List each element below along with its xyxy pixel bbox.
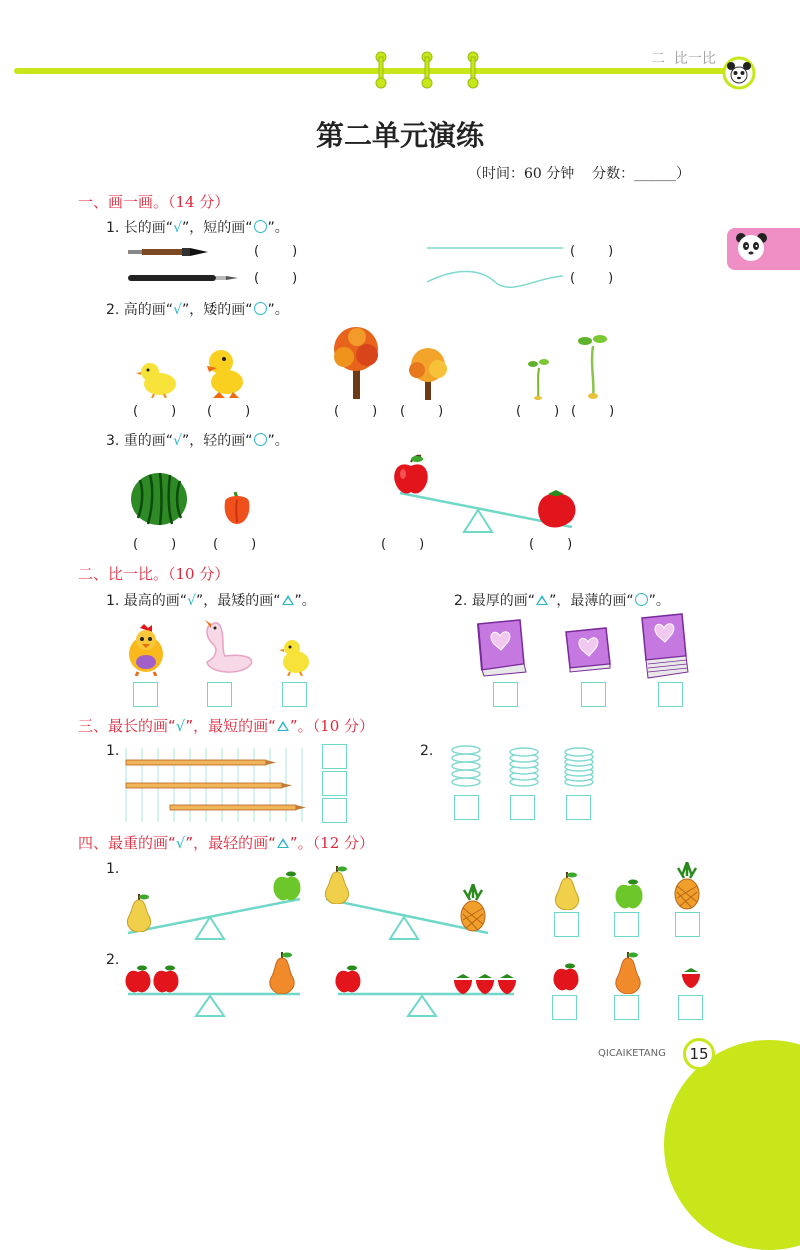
answer-paren[interactable]: ( )	[213, 537, 257, 552]
page-title: 第二单元演练	[315, 119, 484, 152]
pineapple-icon	[672, 862, 702, 910]
check-mark: √	[173, 302, 182, 318]
apple-icon	[152, 964, 180, 994]
circle-mark	[254, 302, 267, 315]
book-icon	[562, 624, 614, 674]
strawberry-icon	[680, 968, 702, 988]
s4-n2: 2.	[106, 952, 120, 968]
page-number: 15	[683, 1038, 715, 1070]
triangle-mark	[536, 595, 548, 605]
answer-box[interactable]	[552, 995, 577, 1020]
answer-paren[interactable]: ( )	[570, 244, 614, 259]
answer-paren[interactable]: ( )	[133, 537, 177, 552]
circle-mark	[254, 220, 267, 233]
answer-paren[interactable]: ( )	[133, 404, 177, 419]
section-1-title: 一、画一画。（14 分）	[78, 193, 230, 211]
pepper-icon	[223, 490, 251, 526]
sprout-icon	[578, 332, 608, 400]
triangle-mark	[277, 838, 289, 848]
triangle-mark	[277, 721, 289, 731]
check-mark: √	[187, 593, 196, 609]
seesaw-icon	[334, 990, 518, 1020]
answer-paren[interactable]: ( )	[529, 537, 573, 552]
answer-paren[interactable]: ( )	[400, 404, 444, 419]
answer-paren[interactable]: ( )	[254, 244, 298, 259]
answer-box[interactable]	[322, 798, 347, 823]
answer-box[interactable]	[322, 744, 347, 769]
time-score: （时间：60 分钟 分数：______）	[468, 166, 691, 182]
answer-box[interactable]	[207, 682, 232, 707]
answer-box[interactable]	[282, 682, 307, 707]
chick-icon	[136, 358, 182, 398]
answer-box[interactable]	[658, 682, 683, 707]
pencil-icon	[126, 783, 292, 788]
rooster-icon	[124, 624, 168, 676]
pear-icon	[322, 864, 352, 904]
s1-q1: 1. 长的画“√”，短的画“ ”。	[106, 220, 289, 236]
s4-n1: 1.	[106, 861, 120, 877]
pear-icon	[266, 950, 298, 994]
pear-icon	[612, 950, 644, 994]
s3-n1: 1.	[106, 743, 120, 759]
answer-paren[interactable]: ( )	[334, 404, 378, 419]
pencil-icon	[126, 760, 276, 765]
circle-mark	[635, 593, 648, 606]
section-3-title: 三、最长的画“√”，最短的画“ ”。（10 分）	[78, 717, 375, 735]
answer-box[interactable]	[675, 912, 700, 937]
pear-icon	[552, 870, 582, 910]
lines-figure	[425, 240, 565, 290]
brush-icon	[128, 245, 208, 259]
seesaw-icon	[124, 990, 304, 1020]
answer-paren[interactable]: ( )	[570, 271, 614, 286]
answer-paren[interactable]: ( )	[571, 404, 615, 419]
answer-box[interactable]	[678, 995, 703, 1020]
s1-q3: 3. 重的画“√”，轻的画“ ”。	[106, 433, 289, 449]
watermelon-icon	[130, 472, 188, 526]
answer-box[interactable]	[554, 912, 579, 937]
s2-q1: 1. 最高的画“√”，最矮的画“ ”。	[106, 593, 316, 609]
s3-n2: 2.	[420, 743, 434, 759]
chick-icon	[278, 636, 314, 676]
check-mark: √	[173, 220, 182, 236]
check-mark: √	[173, 433, 182, 449]
pen-icon	[128, 272, 238, 284]
panda-icon	[722, 56, 756, 90]
answer-box[interactable]	[581, 682, 606, 707]
panda-icon	[733, 230, 771, 266]
stack-icon	[506, 742, 542, 788]
duckling-icon	[203, 346, 247, 400]
footer-decoration	[664, 1040, 800, 1250]
apple-icon	[334, 964, 362, 994]
section-2-title: 二、比一比。（10 分）	[78, 565, 230, 583]
footer-brand: QICAIKETANG	[598, 1048, 666, 1059]
section-4-title: 四、最重的画“√”，最轻的画“ ”。（12 分）	[78, 834, 375, 852]
s2-q2: 2. 最厚的画“ ”，最薄的画“ ”。	[454, 593, 670, 609]
answer-box[interactable]	[614, 912, 639, 937]
answer-box[interactable]	[454, 795, 479, 820]
tomato-icon	[534, 486, 578, 528]
s1-q2: 2. 高的画“√”，矮的画“ ”。	[106, 302, 289, 318]
answer-box[interactable]	[510, 795, 535, 820]
apple-icon	[124, 964, 152, 994]
apple-icon	[392, 454, 430, 496]
pencil-icon	[170, 805, 306, 810]
apple-icon	[614, 878, 644, 910]
circle-mark	[254, 433, 267, 446]
book-icon	[472, 616, 530, 678]
apple-icon	[552, 962, 580, 992]
pencil-grid	[122, 748, 318, 824]
answer-box[interactable]	[133, 682, 158, 707]
binder-rings	[370, 50, 490, 90]
strawberry-icon	[474, 974, 496, 994]
answer-box[interactable]	[614, 995, 639, 1020]
book-icon	[638, 612, 692, 680]
strawberry-icon	[452, 974, 474, 994]
stack-icon	[561, 742, 597, 788]
pineapple-icon	[458, 884, 488, 932]
answer-box[interactable]	[322, 771, 347, 796]
check-mark: √	[175, 834, 186, 852]
check-mark: √	[175, 717, 186, 735]
tree-icon	[327, 325, 385, 399]
answer-paren[interactable]: ( )	[207, 404, 251, 419]
answer-paren[interactable]: ( )	[516, 404, 560, 419]
goose-icon	[199, 614, 255, 678]
tree-icon	[403, 345, 453, 400]
answer-box[interactable]	[566, 795, 591, 820]
strawberry-icon	[496, 974, 518, 994]
answer-paren[interactable]: ( )	[254, 271, 298, 286]
triangle-mark	[282, 595, 294, 605]
unit-label: 二 比一比	[651, 51, 716, 67]
answer-paren[interactable]: ( )	[381, 537, 425, 552]
apple-icon	[272, 870, 302, 902]
answer-box[interactable]	[493, 682, 518, 707]
sprout-icon	[528, 354, 550, 400]
pear-icon	[124, 892, 154, 932]
stack-icon	[448, 742, 484, 788]
